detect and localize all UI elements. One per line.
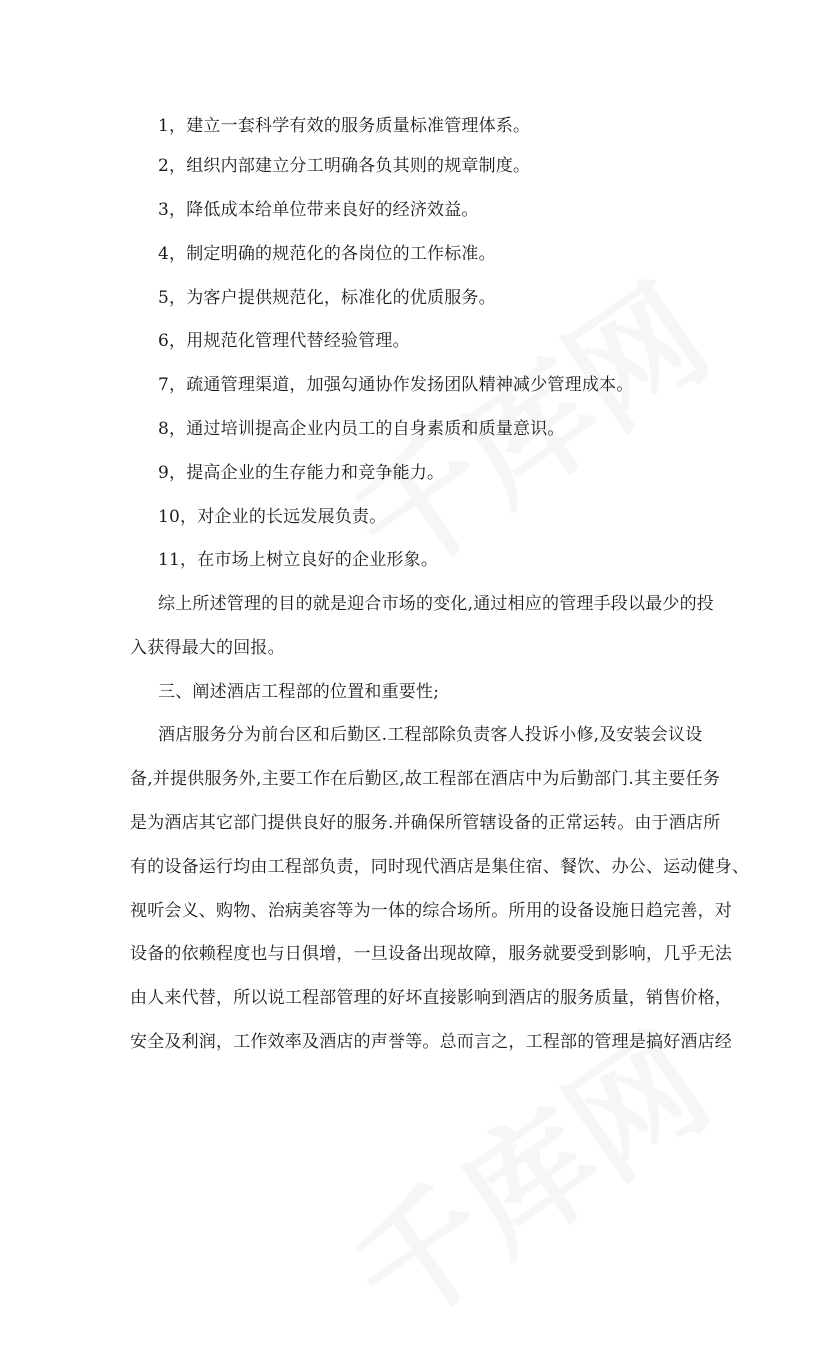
list-item: 7，疏通管理渠道，加强勾通协作发扬团队精神减少管理成本。 <box>158 375 634 395</box>
body-line: 视听会义、购物、治病美容等为一体的综合场所。所用的设备设施日趋完善，对 <box>130 901 732 921</box>
body-line: 有的设备运行均由工程部负责，同时现代酒店是集住宿、餐饮、办公、运动健身、 <box>130 857 750 877</box>
body-line: 备,并提供服务外,主要工作在后勤区,故工程部在酒店中为后勤部门.其主要任务 <box>130 769 721 789</box>
summary-line: 综上所述管理的目的就是迎合市场的变化,通过相应的管理手段以最少的投 <box>158 594 715 614</box>
body-line: 设备的依赖程度也与日俱增，一旦设备出现故障，服务就要受到影响，几乎无法 <box>130 944 732 964</box>
list-item: 5，为客户提供规范化，标准化的优质服务。 <box>158 288 496 308</box>
list-item: 2，组织内部建立分工明确各负其则的规章制度。 <box>158 156 531 176</box>
list-item: 9，提高企业的生存能力和竞争能力。 <box>158 463 445 483</box>
body-line: 安全及利润，工作效率及酒店的声誉等。总而言之，工程部的管理是搞好酒店经 <box>130 1032 732 1052</box>
section-heading: 三、阐述酒店工程部的位置和重要性; <box>158 682 440 702</box>
body-line: 是为酒店其它部门提供良好的服务.并确保所管辖设备的正常运转。由于酒店所 <box>130 813 721 833</box>
list-item: 11，在市场上树立良好的企业形象。 <box>158 550 439 570</box>
list-item: 3，降低成本给单位带来良好的经济效益。 <box>158 200 479 220</box>
list-item: 1，建立一套科学有效的服务质量标准管理体系。 <box>158 116 531 136</box>
list-item: 10，对企业的长远发展负责。 <box>158 507 387 527</box>
summary-line: 入获得最大的回报。 <box>130 638 285 658</box>
body-line: 酒店服务分为前台区和后勤区.工程部除负责客人投诉小修,及安装会议设 <box>158 725 703 745</box>
list-item: 4，制定明确的规范化的各岗位的工作标准。 <box>158 244 496 264</box>
list-item: 8，通过培训提高企业内员工的自身素质和质量意识。 <box>158 419 565 439</box>
body-line: 由人来代替，所以说工程部管理的好坏直接影响到酒店的服务质量，销售价格， <box>130 988 732 1008</box>
list-item: 6，用规范化管理代替经验管理。 <box>158 331 410 351</box>
